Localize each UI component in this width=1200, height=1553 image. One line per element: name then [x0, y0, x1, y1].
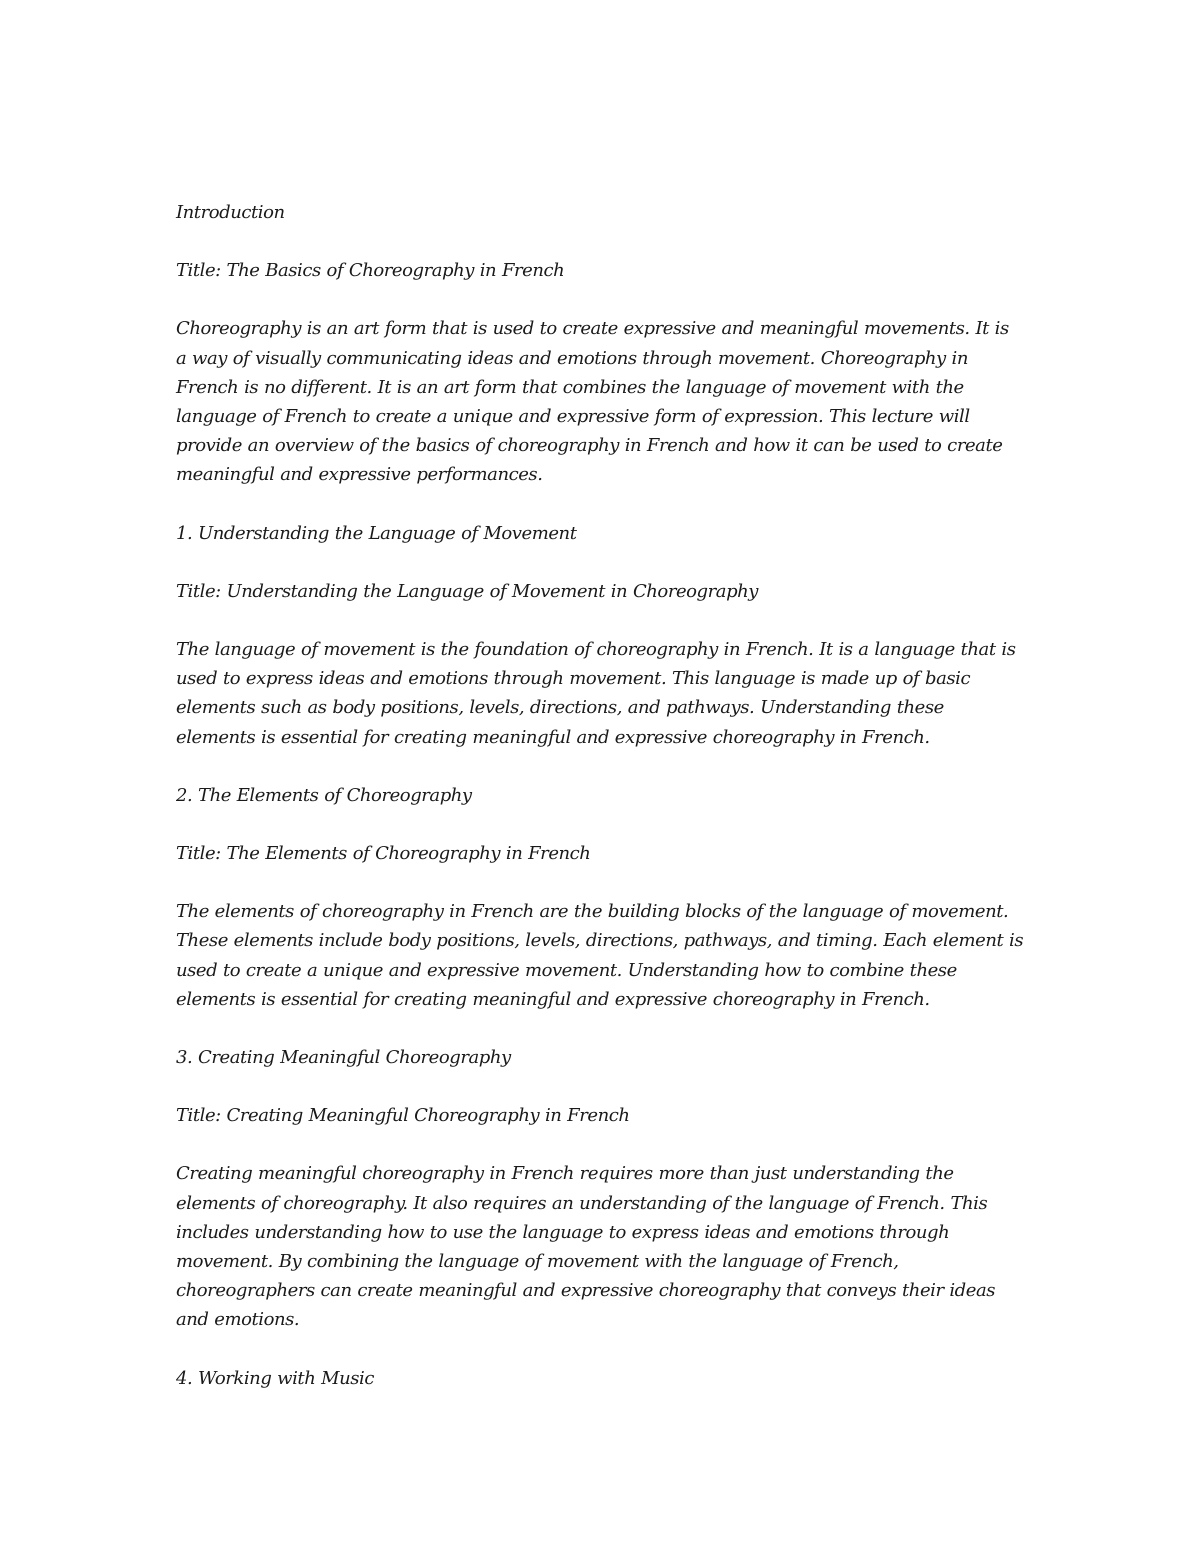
section-heading: 2. The Elements of Choreography — [176, 784, 472, 806]
section-title: Title: Understanding the Language of Movement in Choreography — [176, 580, 759, 602]
intro-paragraph: Choreography is an art form that is used to create expressive and meaningful movements. It is a way of visually communicating ideas and emotions through movement. Choreography in French is no different. It is an art form that combines the language of movement with the language of French to create a unique and expressive form of expression. This lecture will provide an overview of the basics of choreography in French and how it can be used to create meaningful and expressive performances. — [176, 318, 1009, 486]
section-paragraph: The elements of choreography in French are the building blocks of the language of movement. These elements include body positions, levels, directions, pathways, and timing. Each element is used to create a unique and expressive movement. Understanding how to combine these elements is essential for creating meaningful and expressive choreography in French. — [176, 901, 1024, 1010]
intro-title: Title: The Basics of Choreography in French — [176, 260, 565, 282]
section-heading: 1. Understanding the Language of Movement — [176, 522, 577, 544]
document-content — [176, 198, 1036, 1422]
section-paragraph: Creating meaningful choreography in French requires more than just understanding the elements of choreography. It also requires an understanding of the language of French. This includes understanding how to use the language to express ideas and emotions through movement. By combining the language of movement with the language of French, choreographers can create meaningful and expressive choreography that conveys their ideas and emotions. — [176, 1163, 996, 1331]
section-title: Title: Creating Meaningful Choreography in French — [176, 1105, 630, 1127]
section-title: Title: The Elements of Choreography in French — [176, 843, 591, 865]
section-heading: 4. Working with Music — [176, 1367, 374, 1389]
intro-heading: Introduction — [176, 202, 285, 223]
section-paragraph: The language of movement is the foundation of choreography in French. It is a language that is used to express ideas and emotions through movement. This language is made up of basic elements such as body positions, levels, directions, and pathways. Understanding these elements is essential for creating meaningful and expressive choreography in French. — [176, 639, 1016, 748]
section-heading: 3. Creating Meaningful Choreography — [176, 1047, 511, 1069]
